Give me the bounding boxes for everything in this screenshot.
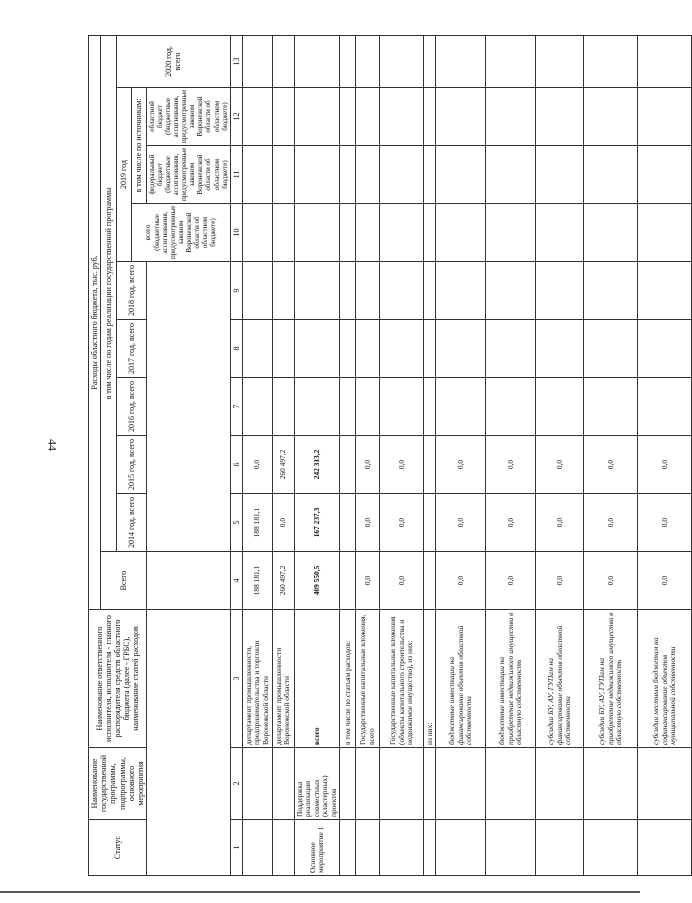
- cell-c1: [242, 820, 272, 876]
- cell-c5: [424, 494, 436, 552]
- cell-c5: 0,0: [356, 494, 380, 552]
- cell-empty: [340, 35, 356, 87]
- cell-empty: [424, 146, 436, 204]
- cell-c6: 0,0: [242, 436, 272, 494]
- cell-empty: [294, 35, 340, 87]
- cell-c5: [340, 494, 356, 552]
- cell-empty: [242, 204, 272, 262]
- cell-c1: [380, 820, 424, 876]
- cell-c6: 0,0: [638, 436, 692, 494]
- cell-c2: [436, 748, 486, 820]
- cell-c5: 0,0: [380, 494, 424, 552]
- cell-empty: [638, 35, 692, 87]
- cell-empty: [584, 146, 638, 204]
- cell-empty: [584, 262, 638, 320]
- table-row: [340, 35, 356, 875]
- cell-empty: [340, 204, 356, 262]
- cell-empty: [272, 320, 294, 378]
- cell-empty: [486, 146, 536, 204]
- cell-empty: [424, 320, 436, 378]
- header-2019: 2019 год: [116, 88, 131, 262]
- header-2020: 2020 год, всего: [116, 35, 230, 87]
- cell-empty: [356, 262, 380, 320]
- cell-c3: из них:: [424, 610, 436, 748]
- cell-c6: 0,0: [380, 436, 424, 494]
- header-2017: 2017 год, всего: [116, 320, 147, 378]
- cell-c3: бюджетные инвестиции на приобретение недвижимого имущества в областную собственность: [486, 610, 536, 748]
- table-row: [294, 35, 340, 875]
- column-number: 9: [230, 262, 242, 320]
- cell-c3: департамент промышленности, предпринимательства и торговли Воронежской области: [242, 610, 272, 748]
- table-row: [272, 35, 294, 875]
- table-row: [436, 35, 486, 875]
- cell-empty: [638, 146, 692, 204]
- cell-empty: [536, 262, 584, 320]
- cell-empty: [584, 88, 638, 146]
- cell-c1: [536, 820, 584, 876]
- table-row: [536, 35, 584, 875]
- cell-empty: [436, 35, 486, 87]
- cell-empty: [272, 146, 294, 204]
- column-number: 2: [230, 748, 242, 820]
- cell-c3: Государственные капитальные вложения, всего: [356, 610, 380, 748]
- header-expenses: Расходы областного бюджета, тыс. руб.: [89, 35, 101, 609]
- header-federal: федеральный бюджет (бюджетные ассигнования, предусмотренные законом Воронежской области об областном бюджете): [147, 146, 230, 204]
- column-numbers-row: [230, 35, 242, 875]
- cell-empty: [486, 262, 536, 320]
- cell-c2: [356, 748, 380, 820]
- cell-c5: 0,0: [536, 494, 584, 552]
- cell-empty: [356, 378, 380, 436]
- cell-empty: [242, 378, 272, 436]
- header-2015: 2015 год, всего: [116, 436, 147, 494]
- cell-empty: [356, 88, 380, 146]
- cell-c2: [242, 748, 272, 820]
- cell-c3: департамент промышленности Воронежской области: [272, 610, 294, 748]
- cell-empty: [272, 35, 294, 87]
- cell-c6: 0,0: [584, 436, 638, 494]
- cell-c3: всего: [294, 610, 340, 748]
- column-number: 7: [230, 378, 242, 436]
- cell-c5: 0,0: [272, 494, 294, 552]
- cell-empty: [536, 88, 584, 146]
- cell-c4: 0,0: [380, 552, 424, 610]
- cell-empty: [536, 320, 584, 378]
- cell-empty: [294, 262, 340, 320]
- column-number: 12: [230, 88, 242, 146]
- cell-c6: 242 313,2: [294, 436, 340, 494]
- cell-c2: [638, 748, 692, 820]
- header-total: Всего: [101, 552, 147, 610]
- header-2018: 2018 год, всего: [116, 262, 147, 320]
- cell-empty: [638, 204, 692, 262]
- cell-empty: [242, 35, 272, 87]
- cell-c6: 0,0: [356, 436, 380, 494]
- cell-c4: 0,0: [638, 552, 692, 610]
- cell-empty: [638, 320, 692, 378]
- cell-empty: [638, 88, 692, 146]
- cell-c4: [340, 552, 356, 610]
- cell-empty: [584, 35, 638, 87]
- column-number: 1: [230, 820, 242, 876]
- cell-empty: [356, 146, 380, 204]
- cell-c6: 0,0: [536, 436, 584, 494]
- column-number: 11: [230, 146, 242, 204]
- cell-empty: [380, 378, 424, 436]
- cell-c4: 0,0: [356, 552, 380, 610]
- cell-empty: [340, 88, 356, 146]
- header-executor: Наименование ответственного исполнителя, исполнителя - главного распорядителя средств областного бюджета (далее - ГРБС), наименование статей расходов: [89, 610, 147, 748]
- cell-empty: [294, 378, 340, 436]
- cell-c6: 260 497,2: [272, 436, 294, 494]
- cell-empty: [486, 204, 536, 262]
- cell-empty: [536, 146, 584, 204]
- page-bottom-rule: [0, 891, 640, 893]
- cell-empty: [424, 262, 436, 320]
- cell-c1: [486, 820, 536, 876]
- header-blank-years: [147, 262, 230, 552]
- cell-empty: [340, 320, 356, 378]
- cell-empty: [272, 378, 294, 436]
- column-number: 4: [230, 552, 242, 610]
- cell-empty: [486, 35, 536, 87]
- cell-c2: [486, 748, 536, 820]
- cell-empty: [536, 35, 584, 87]
- cell-empty: [242, 262, 272, 320]
- cell-c5: 0,0: [584, 494, 638, 552]
- header-blank: [147, 552, 230, 610]
- cell-c4: 188 181,1: [242, 552, 272, 610]
- column-number: 10: [230, 204, 242, 262]
- table-row: [424, 35, 436, 875]
- cell-empty: [340, 262, 356, 320]
- header-2014: 2014 год, всего: [116, 494, 147, 552]
- cell-empty: [486, 320, 536, 378]
- header-program-name: Наименование государственной программы, подпрограммы, основного мероприятия: [89, 748, 147, 820]
- cell-empty: [242, 88, 272, 146]
- cell-empty: [536, 204, 584, 262]
- cell-empty: [436, 262, 486, 320]
- cell-c5: 167 237,3: [294, 494, 340, 552]
- cell-c4: 0,0: [584, 552, 638, 610]
- budget-table: [88, 35, 692, 876]
- cell-empty: [380, 146, 424, 204]
- cell-c3: бюджетные инвестиции на финансирование объектов областной собственности: [436, 610, 486, 748]
- cell-c3: в том числе по статьям расходов:: [340, 610, 356, 748]
- cell-c5: 0,0: [486, 494, 536, 552]
- cell-empty: [356, 320, 380, 378]
- cell-empty: [242, 146, 272, 204]
- table-row: [242, 35, 272, 875]
- cell-c2: [584, 748, 638, 820]
- cell-empty: [380, 320, 424, 378]
- column-number: 8: [230, 320, 242, 378]
- cell-empty: [584, 378, 638, 436]
- cell-c6: [340, 436, 356, 494]
- cell-empty: [436, 378, 486, 436]
- cell-c3: субсидии БУ, АУ, ГУПам на финансирование объектов областной собственности: [536, 610, 584, 748]
- cell-empty: [584, 204, 638, 262]
- cell-c6: 0,0: [486, 436, 536, 494]
- cell-empty: [294, 204, 340, 262]
- cell-empty: [424, 204, 436, 262]
- cell-c6: [424, 436, 436, 494]
- cell-c1: [436, 820, 486, 876]
- cell-empty: [380, 88, 424, 146]
- header-2019-total: всего (бюджетные ассигнования, предусмотренные законом Воронежской области об областном бюджете): [131, 204, 230, 262]
- cell-c2: Поддержка реализации совместных (кластерных) проектов: [294, 748, 340, 820]
- cell-c4: 260 497,2: [272, 552, 294, 610]
- cell-c4: 0,0: [436, 552, 486, 610]
- cell-empty: [294, 88, 340, 146]
- budget-table-rotated: [88, 36, 678, 876]
- cell-c1: [340, 820, 356, 876]
- cell-c3: субсидии местным бюджетам на софинансирование объектов муниципальной собственности: [638, 610, 692, 748]
- cell-empty: [486, 88, 536, 146]
- cell-empty: [380, 35, 424, 87]
- cell-c4: [424, 552, 436, 610]
- cell-c2: [424, 748, 436, 820]
- cell-empty: [584, 320, 638, 378]
- cell-empty: [638, 378, 692, 436]
- cell-c2: [340, 748, 356, 820]
- cell-empty: [356, 35, 380, 87]
- cell-empty: [436, 88, 486, 146]
- cell-empty: [424, 35, 436, 87]
- cell-empty: [638, 262, 692, 320]
- cell-c6: 0,0: [436, 436, 486, 494]
- header-by-years: в том числе по годам реализации государственной программы: [101, 35, 116, 551]
- cell-c4: 0,0: [486, 552, 536, 610]
- cell-empty: [340, 378, 356, 436]
- column-number: 5: [230, 494, 242, 552]
- cell-c1: [424, 820, 436, 876]
- header-by-sources: в том числе по источникам:: [131, 88, 146, 204]
- cell-empty: [380, 204, 424, 262]
- cell-empty: [436, 320, 486, 378]
- header-2016: 2016 год, всего: [116, 378, 147, 436]
- cell-empty: [436, 204, 486, 262]
- cell-c5: 0,0: [436, 494, 486, 552]
- cell-c3: Государственные капитальные вложения (объекты капитального строительства и недвижимое имущество), из них:: [380, 610, 424, 748]
- cell-empty: [294, 146, 340, 204]
- cell-empty: [272, 262, 294, 320]
- table-row: [356, 35, 380, 875]
- cell-c3: субсидии БУ, АУ, ГУПам на приобретение недвижимого имущества в областную собственность: [584, 610, 638, 748]
- cell-c4: 409 550,5: [294, 552, 340, 610]
- page-number: 44: [45, 439, 60, 451]
- cell-empty: [380, 262, 424, 320]
- cell-c1: [272, 820, 294, 876]
- cell-c4: 0,0: [536, 552, 584, 610]
- cell-c5: 188 181,1: [242, 494, 272, 552]
- cell-empty: [356, 204, 380, 262]
- column-number: 3: [230, 610, 242, 748]
- cell-empty: [424, 378, 436, 436]
- cell-empty: [436, 146, 486, 204]
- cell-c1: Основное мероприятие 1: [294, 820, 340, 876]
- cell-empty: [340, 146, 356, 204]
- column-number: 6: [230, 436, 242, 494]
- cell-c2: [536, 748, 584, 820]
- cell-empty: [272, 204, 294, 262]
- table-row: [486, 35, 536, 875]
- cell-empty: [486, 378, 536, 436]
- header-status: Статус: [89, 820, 147, 876]
- table-row: [380, 35, 424, 875]
- cell-empty: [536, 378, 584, 436]
- cell-empty: [424, 88, 436, 146]
- header-regional: областной бюджет (бюджетные ассигнования, предусмотренные законом Воронежской области об областном бюджете): [147, 88, 230, 146]
- cell-empty: [294, 320, 340, 378]
- cell-c1: [638, 820, 692, 876]
- cell-empty: [242, 320, 272, 378]
- cell-c1: [356, 820, 380, 876]
- cell-c2: [380, 748, 424, 820]
- column-number: 13: [230, 35, 242, 87]
- cell-c5: 0,0: [638, 494, 692, 552]
- table-row: [584, 35, 638, 875]
- cell-c1: [584, 820, 638, 876]
- table-row: [638, 35, 692, 875]
- cell-empty: [272, 88, 294, 146]
- cell-c2: [272, 748, 294, 820]
